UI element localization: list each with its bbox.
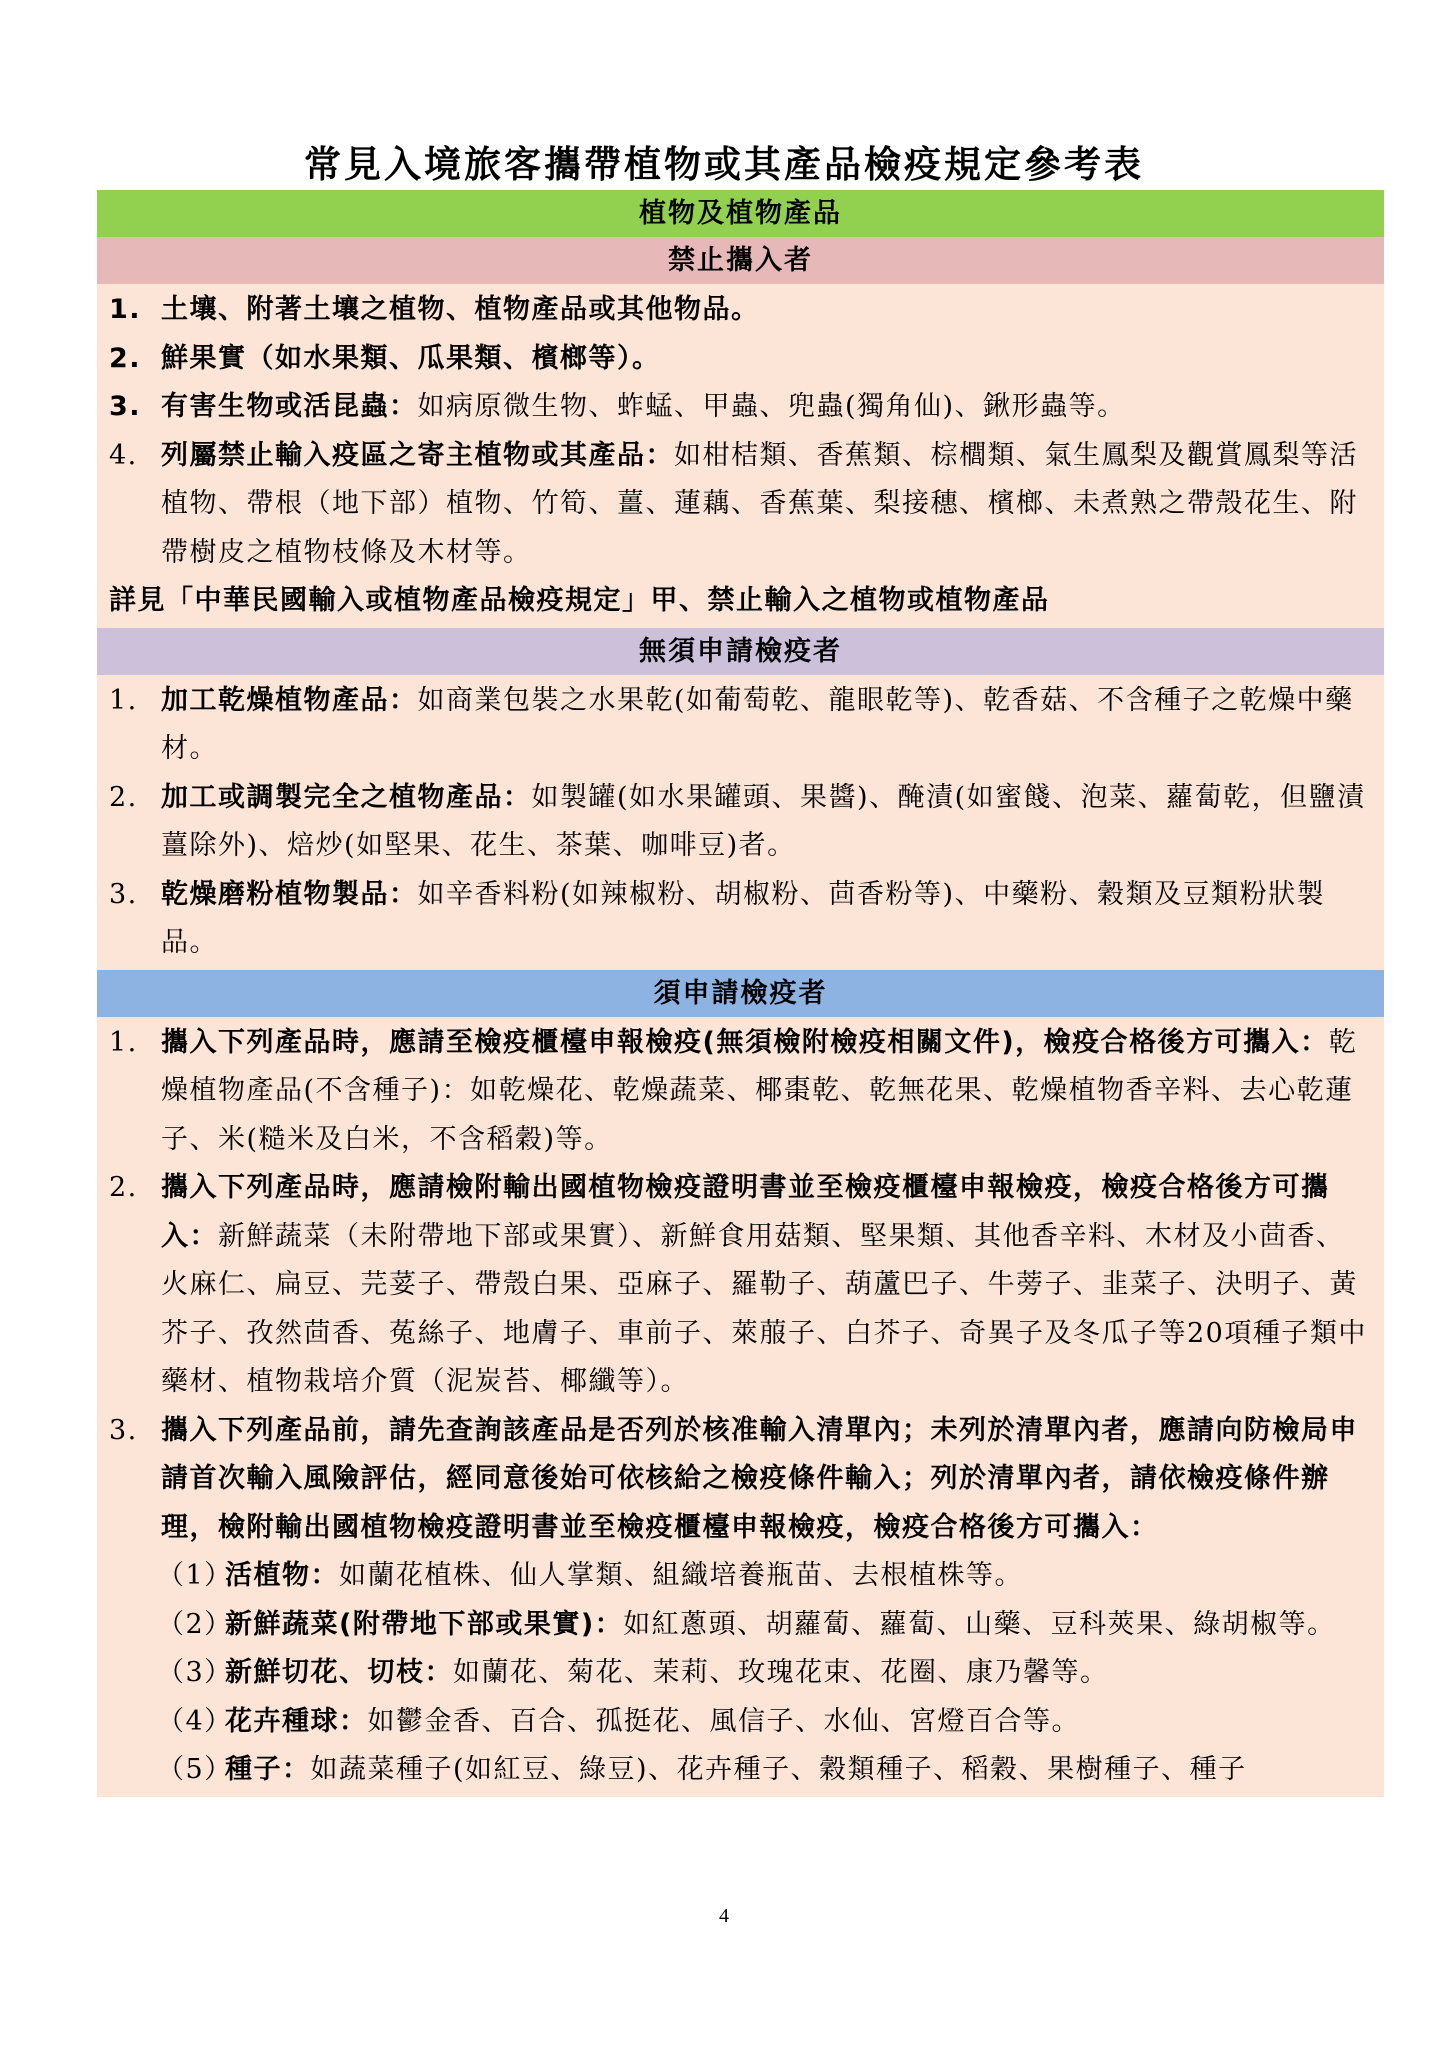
- list-item: [97, 1019, 1384, 1165]
- sub-item-bold-text: 活植物：: [225, 1560, 339, 1591]
- sub-item-text: 如蘭花植株、仙人掌類、組織培養瓶苗、去根植株等。: [339, 1560, 1023, 1591]
- list-item: [97, 871, 1384, 968]
- sub-item-bold-text: 花卉種球：: [225, 1705, 368, 1737]
- quarantine-table: [97, 190, 1384, 1797]
- no-application-heading: 無須申請檢疫者: [97, 628, 1384, 675]
- item-bold-text: 有害生物或活昆蟲：: [161, 391, 418, 422]
- prohibited-list: [97, 284, 1384, 628]
- page-title: 常見入境旅客攜帶植物或其產品檢疫規定參考表: [304, 143, 1144, 186]
- item-text: 如病原微生物、蚱蜢、甲蟲、兜蟲(獨角仙)、鍬形蟲等。: [417, 391, 1126, 422]
- sub-item: [97, 1601, 1384, 1650]
- sub-item: [97, 1698, 1384, 1747]
- item-bold-text: 攜入下列產品前，請先查詢該產品是否列於核准輸入清單內；未列於清單內者，應請向防檢局申請首次輸入風險評估，經同意後始可依核給之檢疫條件輸入；列於清單內者，請依檢疫條件辦理，檢附輸出國植物檢疫證明書並至檢疫櫃檯申報檢疫，檢疫合格後方可攜入：: [161, 1414, 1358, 1543]
- sub-item-bold-text: 種子：: [225, 1754, 311, 1785]
- sub-item: [97, 1746, 1384, 1795]
- item-bold-text: 列屬禁止輸入疫區之寄主植物或其產品：: [161, 439, 674, 471]
- list-item: [97, 383, 1384, 432]
- list-item: [97, 1164, 1384, 1407]
- item-number: 3.: [109, 391, 142, 422]
- sub-item-text: 如鬱金香、百合、孤挺花、風信子、水仙、宮燈百合等。: [367, 1705, 1080, 1737]
- sub-item-number: （4）: [157, 1705, 233, 1737]
- item-number: 1.: [109, 684, 138, 716]
- sub-item-number: （3）: [157, 1657, 233, 1688]
- sub-item-number: （2）: [157, 1608, 233, 1640]
- list-item: [97, 774, 1384, 871]
- item-bold-text: 攜入下列產品時，應請檢附輸出國植物檢疫證明書並至檢疫櫃檯申報檢疫，檢疫合格後方可攜入：: [161, 1172, 1330, 1252]
- application-required-heading: 須申請檢疫者: [97, 970, 1384, 1017]
- list-item: [97, 432, 1384, 578]
- application-required-list: [97, 1017, 1384, 1797]
- item-text: 如柑桔類、香蕉類、棕櫚類、氣生鳳梨及觀賞鳳梨等活植物、帶根（地下部）植物、竹筍、薑、蓮藕、香蕉葉、梨接穗、檳榔、未煮熟之帶殼花生、附帶樹皮之植物枝條及木材等。: [161, 439, 1358, 568]
- item-number: 3.: [109, 1414, 138, 1446]
- item-bold-text: 加工乾燥植物產品：: [161, 684, 418, 716]
- sub-item-number: （1）: [157, 1560, 233, 1591]
- sub-item: [97, 1552, 1384, 1601]
- section-header: 植物及植物產品: [97, 190, 1384, 237]
- item-text: 如辛香料粉(如辣椒粉、胡椒粉、茴香粉等)、中藥粉、穀類及豆類粉狀製品。: [161, 878, 1326, 958]
- item-text: 如製罐(如水果罐頭、果醬)、醃漬(如蜜餞、泡菜、蘿蔔乾，但鹽漬薑除外)、焙炒(如堅果、花生、茶葉、咖啡豆)者。: [161, 781, 1366, 861]
- item-number: 3.: [109, 878, 138, 910]
- prohibited-heading: 禁止攜入者: [97, 237, 1384, 284]
- item-bold-text: 攜入下列產品時，應請至檢疫櫃檯申報檢疫(無須檢附檢疫相關文件)，檢疫合格後方可攜入：: [161, 1026, 1329, 1058]
- item-number: 1.: [109, 1026, 138, 1058]
- list-item: [97, 286, 1384, 335]
- item-text: 新鮮蔬菜（未附帶地下部或果實）、新鮮食用菇類、堅果類、其他香辛料、木材及小茴香、火麻仁、扁豆、芫荽子、帶殼白果、亞麻子、羅勒子、葫蘆巴子、牛蒡子、韭菜子、決明子、黃芥子、孜然茴香、菟絲子、地膚子、車前子、萊菔子、白芥子、奇異子及冬瓜子等20項種子類中藥材、植物栽培介質（泥炭苔、椰纖等）。: [161, 1220, 1367, 1397]
- sub-item-text: 如紅蔥頭、胡蘿蔔、蘿蔔、山藥、豆科莢果、綠胡椒等。: [623, 1608, 1336, 1640]
- sub-item-number: （5）: [157, 1754, 233, 1785]
- item-number: 2.: [109, 342, 142, 374]
- item-number: 2.: [109, 1172, 138, 1203]
- sub-item-bold-text: 新鮮切花、切枝：: [225, 1657, 453, 1688]
- list-item: [97, 335, 1384, 384]
- page-number: 4: [719, 1905, 729, 1927]
- item-number: 2.: [109, 781, 138, 813]
- sub-item-bold-text: 新鮮蔬菜(附帶地下部或果實)：: [225, 1608, 624, 1640]
- item-bold-text: 加工或調製完全之植物產品：: [161, 781, 532, 813]
- sub-item: [97, 1649, 1384, 1698]
- item-text: 乾燥植物產品(不含種子)：如乾燥花、乾燥蔬菜、椰棗乾、乾無花果、乾燥植物香辛料、去心乾蓮子、米(糙米及白米，不含稻穀)等。: [161, 1026, 1358, 1155]
- item-number: 4.: [109, 439, 138, 471]
- item-text: 如商業包裝之水果乾(如葡萄乾、龍眼乾等)、乾香菇、不含種子之乾燥中藥材。: [161, 684, 1354, 764]
- regulation-note: 詳見「中華民國輸入或植物產品檢疫規定」甲、禁止輸入之植物或植物產品: [109, 585, 1050, 616]
- no-application-list: [97, 675, 1384, 970]
- item-bold-text: 土壤、附著土壤之植物、植物產品或其他物品。: [161, 294, 760, 325]
- item-bold-text: 乾燥磨粉植物製品：: [161, 878, 418, 910]
- list-item: [97, 677, 1384, 774]
- item-number: 1.: [109, 294, 142, 325]
- item-bold-text: 鮮果實（如水果類、瓜果類、檳榔等）。: [161, 342, 661, 374]
- sub-item-text: 如蔬菜種子(如紅豆、綠豆)、花卉種子、穀類種子、稻穀、果樹種子、種子: [310, 1754, 1247, 1785]
- sub-item-text: 如蘭花、菊花、茉莉、玫瑰花束、花圈、康乃馨等。: [453, 1657, 1109, 1688]
- list-item: [97, 1407, 1384, 1553]
